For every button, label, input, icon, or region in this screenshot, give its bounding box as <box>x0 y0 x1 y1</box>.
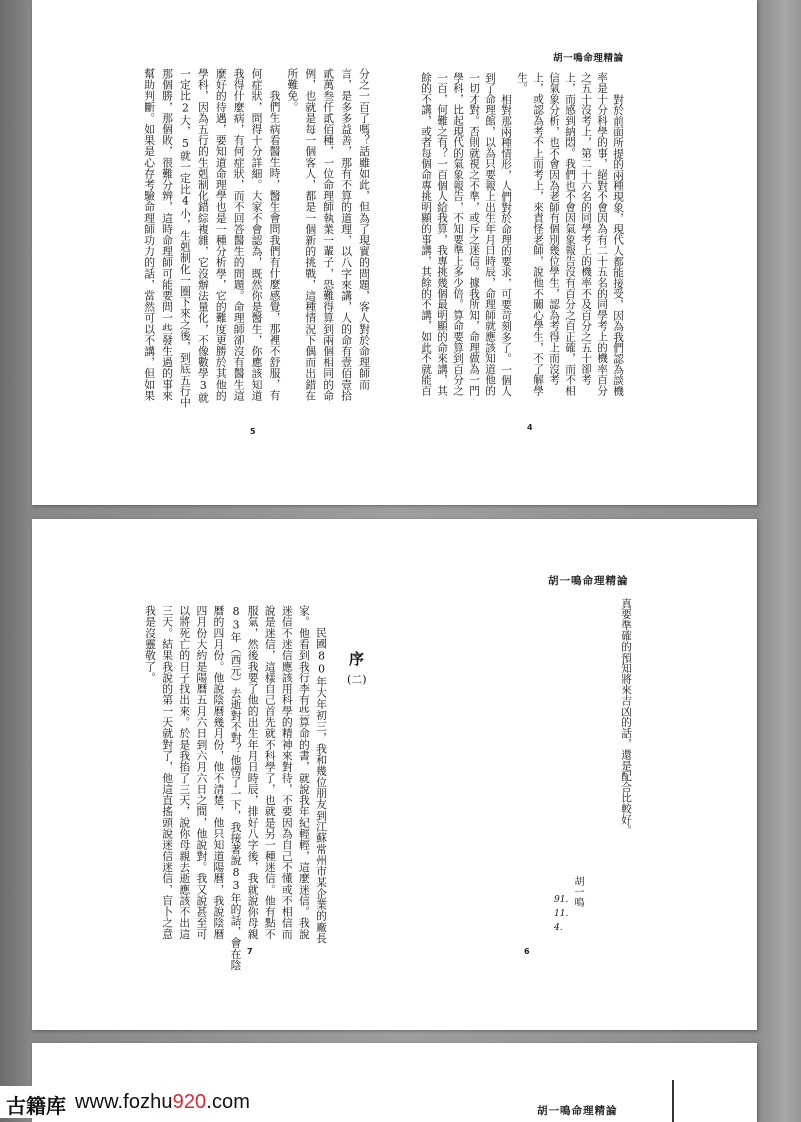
text-line: 我們生病看醫生時，醫生會問我們有什麼感覺，那裡不舒服，有 <box>268 90 282 401</box>
page-spread-6-7 <box>32 519 757 1030</box>
paragraph <box>514 72 626 407</box>
page-number: 5 <box>250 427 256 436</box>
page-4-text <box>418 72 626 407</box>
watermark-url-suffix: .com <box>206 1091 251 1113</box>
text-line: 上，或認為考不上而考上，來責怪老師，說他不關心學生，不了解學 <box>532 72 544 396</box>
page-7-text <box>142 605 330 971</box>
text-line: 服氣，然後我要了他的出生年月日時辰，排好八字後，我就說你母親 <box>246 605 260 940</box>
watermark-site-name: 古籍库 <box>6 1096 66 1118</box>
text-line: 言，是多多益善，那有不算的道理，以八字來講，人的命有壹佰壹拾 <box>340 68 354 401</box>
signature-date-part: 11. <box>554 909 569 919</box>
text-line: 率是十分科學的事，絕對不會因為有二十五名的同學考上的機率百分 <box>596 72 608 396</box>
text-line: 我得什麼病，有何症狀，而不回答醫生的問題。命理師卻沒有醫生這 <box>232 68 246 401</box>
watermark-url-prefix: www.fozhu <box>75 1091 173 1113</box>
page-number: 7 <box>247 947 253 956</box>
text-line: 對於前面所提的兩種現象，現代人都能接受，因為我們認為談機 <box>612 93 624 397</box>
watermark-url-highlight: 920 <box>172 1091 207 1113</box>
paragraph <box>140 68 283 408</box>
text-line: 那個勝，那個敗，很難分辨，這時命理師可能要問一些發生過的事來 <box>161 68 175 401</box>
text-line: 學科，比起現代的氣象報告，不知要準上多少倍。算命要算到百分之 <box>452 72 464 396</box>
page-6-text <box>618 598 634 858</box>
text-line: 之五十沒考上，第二十六名的同學考上的機率不及百分之五十卻考 <box>580 72 592 386</box>
page-spread-4-5 <box>32 0 757 505</box>
text-line: 一百，何難之有？一百個人給我算，我專挑幾個最明顯的命來講，其 <box>436 72 448 396</box>
text-line: 以將死亡的日子找出來。於是我掐了三天，說你母親去逝應該不出這 <box>178 605 192 940</box>
text-line: 我是沒靈敬了。 <box>144 605 158 684</box>
paragraph <box>142 605 330 971</box>
text-line: 上，而感到納悶。我們也不會因氣象報告沒有百分之百正確，而不相 <box>564 72 576 396</box>
text-line: 真要準確的預知將來吉凶的話，還是配合比較好。 <box>620 598 632 836</box>
text-line: 麼好的待遇，要知道命理學也是一種分析學，它的難度更勝於其他的 <box>214 68 228 401</box>
text-line: 一定比2大，5就一定比4小，生剋制化一圈下來之後，到底五行中 <box>178 68 192 408</box>
text-line: 幫助判斷。如果是心存考驗命理師功力的話，當然可以不講，但如果 <box>143 68 157 401</box>
signature-date <box>554 893 574 935</box>
watermark-url <box>75 1091 250 1114</box>
text-line: 所難免。 <box>286 68 300 113</box>
page-rule-line <box>672 1080 674 1122</box>
text-line: 83年（西元）去逝對不對？他愣了一下，我接著說83年的話，會在陰 <box>229 605 243 971</box>
signature-author: 胡一鳴 <box>572 876 583 908</box>
signature-date-part: 4. <box>554 923 563 933</box>
site-watermark <box>0 1086 260 1118</box>
text-line: 學科，因為五行的生剋制化錯綜複雜，它沒辦法量化，不像數學3就 <box>196 68 210 404</box>
page-number: 4 <box>527 423 533 432</box>
text-line: 曆的四月份。他說陰曆幾月份，他不清楚，他只知道陽曆，我說陰曆 <box>212 605 226 940</box>
text-line: 餘的不講，或者每個命專挑明顯的事講，其餘的不講，如此不就能百 <box>420 72 432 396</box>
running-header: 胡一鳴命理精論 <box>553 53 624 64</box>
paragraph <box>283 68 373 408</box>
text-line: 民國80年大年初三，我和幾位朋友到江蘇常州市某企業的廠長 <box>315 627 328 944</box>
running-header: 胡一鳴命理精論 <box>537 1105 618 1117</box>
text-line: 生。 <box>516 72 528 94</box>
text-line: 迷信不迷信應該用科學的精神來對待，不要因為自己不懂或不相信而 <box>280 605 294 940</box>
signature-date-part: 91. <box>554 895 569 905</box>
text-line: 一切才對。否則就視之不準，或斥之迷信。據我所知，命理做為一門 <box>468 72 480 396</box>
text-line: 到了命理館，以為只要報上出生年月日時辰，命理師就應該知道他的 <box>484 72 496 396</box>
text-line: 家。他看到我行李有些算命的書，就說我年紀輕輕，這麼迷信。我說 <box>297 605 311 940</box>
text-line: 三天。結果我說的第一天就對了，他這直搖頭說迷信迷信，盲卜之意 <box>161 605 175 940</box>
text-line: 信氣象分析，也不會因為老師有個別幾位學生，認為考得上而沒考 <box>548 72 560 386</box>
running-header: 胡一鳴命理精論 <box>548 575 629 587</box>
page-number: 6 <box>524 947 530 956</box>
section-title-number: (二) <box>347 673 367 686</box>
text-line: 貳萬叁仟貳佰種，一位命理師執業一輩子，恐難得算到兩個相同的命 <box>322 68 336 401</box>
page-5-text <box>140 68 373 408</box>
text-line: 說是迷信，這樣自己首先就不科學了，也就是另一種迷信。他有點不 <box>263 605 277 940</box>
section-title: 序 <box>349 650 365 668</box>
text-line: 分之一百了嗎？話雖如此，但為了現實的問題，客人對於命理師而 <box>358 68 371 390</box>
paragraph <box>618 598 634 858</box>
text-line: 例，也就是每一個客人，都是一個新的挑戰，這種情況下偶而出錯在 <box>304 68 318 401</box>
paragraph <box>418 72 514 407</box>
text-line: 相對那兩種情形，人們對於命理的要求，可要苛刻多了。一個人 <box>500 93 512 397</box>
text-line: 四月份大約是陽曆五月六日到六月六日之間，他說對。我又說甚至可 <box>195 605 209 940</box>
text-line: 何症狀，問得十分詳細。大家不會認為，既然你是醫生，你應該知道 <box>250 68 264 401</box>
